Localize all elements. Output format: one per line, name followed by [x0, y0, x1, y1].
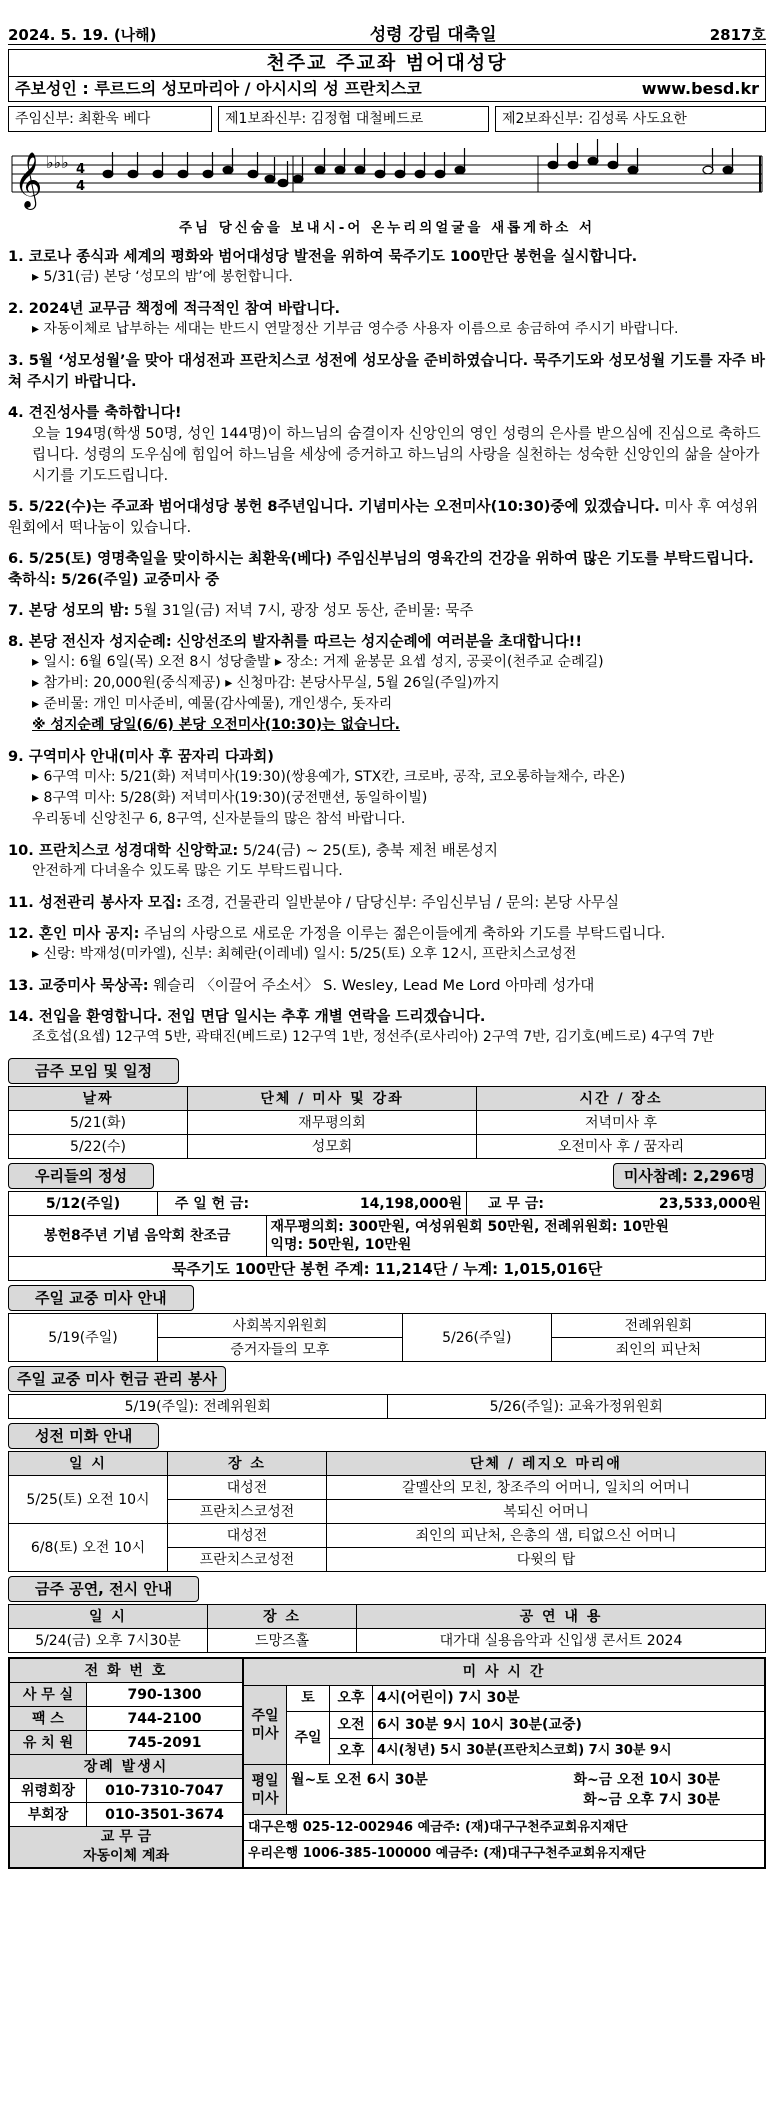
note-head: [435, 170, 445, 178]
table-row: [9, 1111, 766, 1135]
mass-table: [243, 1658, 765, 1868]
flower-section: [8, 1423, 766, 1572]
cell: 위령회장: [10, 1779, 87, 1803]
hymn-lyric: 주님 당신숨을 보내시-어 온누리의얼굴을 새롭게하소 서: [178, 220, 596, 236]
column-header: 일 시: [9, 1452, 168, 1476]
column-header: 전 화 번 호: [10, 1659, 243, 1683]
cell: 6/8(토) 오전 10시: [9, 1524, 168, 1572]
note-head: [568, 161, 578, 169]
column-header: 일 시: [9, 1605, 208, 1629]
cell: 다윗의 탑: [327, 1548, 766, 1572]
note-head: [103, 170, 113, 178]
notice-item: [8, 402, 766, 486]
bank-account: 대구은행 025-12-002946 예금주: (재)대구구천주교회유지재단: [244, 1814, 765, 1841]
cell: 오후: [330, 1685, 373, 1712]
table-row: [9, 1192, 766, 1216]
notice-item: [8, 548, 766, 590]
section-title: 금주 모임 및 일정: [8, 1058, 179, 1084]
section-title: 우리들의 정성: [8, 1163, 154, 1189]
cell: 복되신 어머니: [327, 1500, 766, 1524]
table-row: [10, 1803, 243, 1827]
cell: 5/22(수): [9, 1135, 188, 1159]
cell: 사회복지위원회: [158, 1314, 403, 1338]
table-row: [244, 1712, 765, 1739]
note-head: [375, 170, 385, 178]
table-row: [9, 1395, 766, 1419]
cell: 5/26(주일): 교육가정위원회: [387, 1395, 766, 1419]
tithe-value: 23,533,000원: [565, 1192, 766, 1216]
notice-line: ▸ 일시: 6월 6일(목) 오전 8시 성당출발 ▸ 장소: 거제 윤봉문 요셉 성지, 공곶이(천주교 순례길): [32, 654, 604, 670]
meetings-section: [8, 1058, 766, 1159]
cash-table: [8, 1394, 766, 1419]
cell: 평일 미사: [244, 1765, 287, 1815]
cell: 주일: [287, 1712, 330, 1765]
cell: 6시 30분 9시 10시 30분(교중): [373, 1712, 765, 1739]
cell: 죄인의 피난처: [551, 1338, 765, 1362]
notice-item: [8, 892, 766, 913]
tithe-account-label: [10, 1827, 243, 1868]
weekday-time: 화~금 오전 10시 30분: [573, 1771, 720, 1788]
flower-table: [8, 1451, 766, 1572]
cell: 5/19(주일): 전례위원회: [9, 1395, 388, 1419]
notice-line: ▸ 준비물: 개인 미사준비, 예물(감사예물), 개인생수, 돗자리: [32, 696, 393, 712]
svg-text:♭♭♭: ♭♭♭: [46, 153, 69, 172]
cell: 5/25(토) 오전 10시: [9, 1476, 168, 1524]
cell: 5/19(주일): [9, 1314, 158, 1362]
notice-item: [8, 975, 766, 996]
bank-account: 우리은행 1006-385-100000 예금주: (재)대구구천주교회유지재단: [244, 1841, 765, 1868]
notice-item: [8, 631, 766, 736]
cell: 전례위원회: [551, 1314, 765, 1338]
bottom-info: [8, 1657, 766, 1869]
notice-line: 우리동네 신앙친구 6, 8구역, 신자분들의 많은 참석 바랍니다.: [32, 811, 406, 827]
show-section: [8, 1576, 766, 1653]
notice-heading: 1. 코로나 종식과 세계의 평화와 범어대성당 발전을 위하여 묵주기도 100만단 봉헌을 실시합니다.: [8, 248, 638, 265]
note-head: [265, 175, 275, 183]
cell: 4시(청년) 5시 30분(프란치스코회) 7시 30분 9시: [373, 1738, 765, 1765]
cell: 오후: [330, 1738, 373, 1765]
concert-label: 봉헌8주년 기념 음악회 찬조금: [9, 1216, 267, 1257]
cell: 죄인의 피난처, 은총의 샘, 티없으신 어머니: [327, 1524, 766, 1548]
weekday-time: 화~금 오후 7시 30분: [583, 1791, 720, 1808]
assistant-priest-2: 제2보좌신부: 김성록 사도요한: [495, 106, 766, 132]
notice-list: [8, 246, 766, 1048]
table-row: [244, 1841, 765, 1868]
attendance-count: 미사참례: 2,296명: [613, 1163, 766, 1189]
notice-item: [8, 496, 766, 538]
column-header: 장 소: [168, 1452, 327, 1476]
notice-item: [8, 746, 766, 830]
treble-clef-icon: 𝄞: [14, 152, 43, 208]
notice-heading: 14. 전입을 환영합니다. 전입 면담 일시는 추후 개별 연락을 드리겠습니다.: [8, 1008, 486, 1025]
concert-value: 재무평의회: 300만원, 여성위원회 50만원, 전례위원회: 10만원: [270, 1219, 669, 1235]
table-row: [244, 1814, 765, 1841]
church-name: 천주교 주교좌 범어대성당: [9, 50, 765, 77]
cell: 대성전: [168, 1476, 327, 1500]
note-head: [335, 166, 345, 174]
phone-number[interactable]: 744-2100: [87, 1707, 243, 1731]
section-title: 주일 교중 미사 헌금 관리 봉사: [8, 1366, 226, 1392]
notice-heading: 6. 5/25(토) 영명축일을 맞이하시는 최환욱(베다) 주임신부님의 영육간의 건강을 위하여 많은 기도를 부탁드립니다. 축하식: 5/26(주일) 교중미사 중: [8, 550, 754, 588]
notice-detail: 조경, 건물관리 일반분야 / 담당신부: 주임신부님 / 문의: 본당 사무실: [181, 894, 620, 911]
notice-heading: 13. 교중미사 묵상곡:: [8, 977, 149, 994]
assistant-priest-1: 제1보좌신부: 김정협 대철베드로: [218, 106, 489, 132]
section-title: 금주 공연, 전시 안내: [8, 1576, 199, 1602]
phone-number[interactable]: 790-1300: [87, 1683, 243, 1707]
notice-item: [8, 298, 766, 340]
offering-table: [8, 1191, 766, 1281]
weekday-time: 월~토 오전 6시 30분: [291, 1771, 428, 1788]
note-head: [628, 166, 638, 174]
column-header: 단체 / 미사 및 강좌: [188, 1087, 477, 1111]
section-title: 성전 미화 안내: [8, 1423, 159, 1449]
notice-line: ▸ 참가비: 20,000원(중식제공) ▸ 신청마감: 본당사무실, 5월 26일(주일)까지: [32, 675, 500, 691]
phone-number[interactable]: 010-7310-7047: [87, 1779, 243, 1803]
notice-heading: 10. 프란치스코 성경대학 신앙학교:: [8, 842, 239, 859]
table-row: [244, 1685, 765, 1712]
note-head: [178, 170, 188, 178]
phone-table: [9, 1658, 243, 1868]
cell: 성모회: [188, 1135, 477, 1159]
note-head: [608, 161, 618, 169]
note-head: [153, 170, 163, 178]
notice-line: ▸ 자동이체로 납부하는 세대는 반드시 연말정산 기부금 영수증 사용자 이름으로 송금하여 주시기 바랍니다.: [32, 321, 679, 337]
column-header: 미 사 시 간: [244, 1659, 765, 1686]
sunday-label: 주 일 헌 금:: [158, 1192, 267, 1216]
svg-text:4: 4: [76, 162, 86, 177]
notice-detail: 5/24(금) ~ 25(토), 충북 제천 배론성지: [238, 842, 498, 859]
notice-line: ▸ 6구역 미사: 5/21(화) 저녁미사(19:30)(쌍용예가, STX칸, 크로바, 공작, 코오롱하늘채수, 라온): [32, 769, 626, 785]
cell: 오전: [330, 1712, 373, 1739]
note-head: [588, 157, 598, 165]
notice-detail: 미사 후 여성위원회에서 떡나눔이 있습니다.: [8, 498, 759, 536]
note-head: [278, 179, 288, 187]
cell: 프란치스코성전: [168, 1548, 327, 1572]
cell: 5/24(금) 오후 7시30분: [9, 1629, 208, 1653]
notice-heading: 5. 5/22(수)는 주교좌 범어대성당 봉헌 8주년입니다. 기념미사는 오전미사(10:30)중에 있겠습니다.: [8, 498, 660, 515]
table-row: [10, 1731, 243, 1755]
top-bar: [8, 0, 766, 45]
note-head: [723, 166, 733, 174]
meetings-table: [8, 1086, 766, 1159]
tithe-label: 교 무 금:: [467, 1192, 566, 1216]
note-head: [395, 170, 405, 178]
notice-heading: 12. 혼인 미사 공지:: [8, 925, 140, 942]
note-head: [355, 166, 365, 174]
notice-item: [8, 246, 766, 288]
cell: 갈멜산의 모친, 창조주의 어머니, 일치의 어머니: [327, 1476, 766, 1500]
notice-line: 안전하게 다녀올수 있도록 많은 기도 부탁드립니다.: [32, 863, 343, 879]
note-head: [548, 161, 558, 169]
note-head: [203, 170, 213, 178]
table-row: [9, 1476, 766, 1500]
note-head: [703, 166, 713, 174]
cell: 5/21(화): [9, 1111, 188, 1135]
svg-text:4: 4: [76, 179, 86, 194]
tithe-title: 교 무 금: [100, 1829, 152, 1845]
cell: 부회장: [10, 1803, 87, 1827]
notice-item: [8, 600, 766, 621]
table-row: [10, 1779, 243, 1803]
priests-row: [8, 106, 766, 132]
cell: 드망즈홀: [208, 1629, 357, 1653]
concert-values: [266, 1216, 766, 1257]
notice-heading: 4. 견진성사를 축하합니다!: [8, 404, 182, 421]
notice-body: 오늘 194명(학생 50명, 성인 144명)이 하느님의 숨결이자 신앙인의 영인 성령의 은사를 받으심에 진심으로 축하드립니다. 성령의 도우심에 힘입어 하느님을 세상에 증거하고 하느님의 사랑을 실천하는 성숙한 신앙인의 삶을 살아가시기를 기도드립니다.: [32, 425, 761, 484]
column-header: 공 연 내 용: [357, 1605, 766, 1629]
note-head: [315, 166, 325, 174]
cell: 증거자들의 모후: [158, 1338, 403, 1362]
cell: 오전미사 후 / 꿈자리: [477, 1135, 766, 1159]
cell: 대가대 실용음악과 신입생 콘서트 2024: [357, 1629, 766, 1653]
note-head: [223, 166, 233, 174]
note-head: [293, 175, 303, 183]
column-header: 시간 / 장소: [477, 1087, 766, 1111]
cell: 사 무 실: [10, 1683, 87, 1707]
offering-section: [8, 1163, 766, 1281]
column-header: 날짜: [9, 1087, 188, 1111]
phone-number[interactable]: 745-2091: [87, 1731, 243, 1755]
melody-notes: [103, 139, 733, 187]
note-head: [455, 166, 465, 174]
phone-number[interactable]: 010-3501-3674: [87, 1803, 243, 1827]
notice-item: [8, 1006, 766, 1048]
note-head: [248, 170, 258, 178]
music-staff: [8, 138, 766, 210]
pastor: 주임신부: 최환욱 베다: [8, 106, 212, 132]
notice-detail: 5월 31일(금) 저녁 7시, 광장 성모 동산, 준비물: 묵주: [129, 602, 474, 619]
notice-detail: 주님의 사랑으로 새로운 가정을 이루는 젊은이들에게 축하와 기도를 부탁드립니다.: [139, 925, 666, 942]
table-row: [244, 1765, 765, 1815]
cell: 프란치스코성전: [168, 1500, 327, 1524]
notice-detail: 웨슬리 〈이끌어 주소서〉 S. Wesley, Lead Me Lord 아마레 성가대: [148, 977, 595, 994]
table-row: [9, 1629, 766, 1653]
concert-value: 익명: 50만원, 10만원: [270, 1237, 412, 1253]
guide-section: [8, 1285, 766, 1362]
notice-heading: 3. 5월 ‘성모성월’을 맞아 대성전과 프란치스코 성전에 성모상을 준비하였습니다. 묵주기도와 성모성월 기도를 자주 바쳐 주시기 바랍니다.: [8, 352, 766, 390]
table-row: [9, 1257, 766, 1281]
column-header: 장 소: [208, 1605, 357, 1629]
rosary-total: 묵주기도 100만단 봉헌 주계: 11,214단 / 누계: 1,015,016단: [9, 1257, 766, 1281]
note-head: [415, 170, 425, 178]
church-box: [8, 49, 766, 102]
cell: 주일 미사: [244, 1685, 287, 1765]
sunday-value: 14,198,000원: [266, 1192, 467, 1216]
notice-heading: 7. 본당 성모의 밤:: [8, 602, 130, 619]
section-title: 주일 교중 미사 안내: [8, 1285, 194, 1311]
cell: 대성전: [168, 1524, 327, 1548]
notice-heading: 8. 본당 전신자 성지순례: 신앙선조의 발자취를 따르는 성지순례에 여러분을 초대합니다!!: [8, 633, 582, 650]
table-row: [9, 1135, 766, 1159]
notice-line: ▸ 8구역 미사: 5/28(화) 저녁미사(19:30)(궁전맨션, 동일하이빌): [32, 790, 428, 806]
feast-title: 성령 강림 대축일: [369, 25, 497, 45]
cell: 토: [287, 1685, 330, 1712]
tithe-subtitle: 자동이체 계좌: [82, 1848, 170, 1864]
cell: 팩 스: [10, 1707, 87, 1731]
cell: 유 치 원: [10, 1731, 87, 1755]
notice-line: ※ 성지순례 당일(6/6) 본당 오전미사(10:30)는 없습니다.: [32, 717, 400, 733]
patron-saints: 주보성인 : 루르드의 성모마리아 / 아시시의 성 프란치스코: [15, 79, 422, 98]
guide-table: [8, 1313, 766, 1362]
note-head: [128, 170, 138, 178]
table-row: [9, 1216, 766, 1257]
issue-number: 2817호: [709, 26, 766, 44]
table-row: [9, 1524, 766, 1548]
issue-date: 2024. 5. 19. (나해): [8, 26, 157, 44]
table-row: [10, 1707, 243, 1731]
notice-item: [8, 840, 766, 882]
notice-heading: 9. 구역미사 안내(미사 후 꿈자리 다과회): [8, 748, 274, 765]
notice-heading: 11. 성전관리 봉사자 모집:: [8, 894, 182, 911]
cell: 재무평의회: [188, 1111, 477, 1135]
notice-heading: 2. 2024년 교무금 책정에 적극적인 참여 바랍니다.: [8, 300, 341, 317]
offering-date: 5/12(주일): [9, 1192, 158, 1216]
notice-line: ▸ 5/31(금) 본당 ‘성모의 밤’에 봉헌합니다.: [32, 269, 293, 285]
patron-line: [9, 77, 765, 101]
show-table: [8, 1604, 766, 1653]
weekday-mass: [287, 1765, 765, 1815]
notice-line: 조호섭(요셉) 12구역 5반, 곽태진(베드로) 12구역 1반, 정선주(로사리아) 2구역 7반, 김기호(베드로) 4구역 7반: [32, 1029, 714, 1045]
cell: 4시(어린이) 7시 30분: [373, 1685, 765, 1712]
column-header: 장례 발생시: [10, 1755, 243, 1779]
cell: 저녁미사 후: [477, 1111, 766, 1135]
cell: 5/26(주일): [402, 1314, 551, 1362]
notice-line: ▸ 신랑: 박재성(미카엘), 신부: 최혜란(이레네) 일시: 5/25(토) 오후 12시, 프란치스코성전: [32, 946, 577, 962]
cash-section: [8, 1366, 766, 1419]
notice-item: [8, 923, 766, 965]
table-row: [10, 1683, 243, 1707]
table-row: [9, 1314, 766, 1338]
column-header: 단체 / 레지오 마리애: [327, 1452, 766, 1476]
notice-item: [8, 350, 766, 392]
website-link[interactable]: www.besd.kr: [641, 79, 759, 98]
